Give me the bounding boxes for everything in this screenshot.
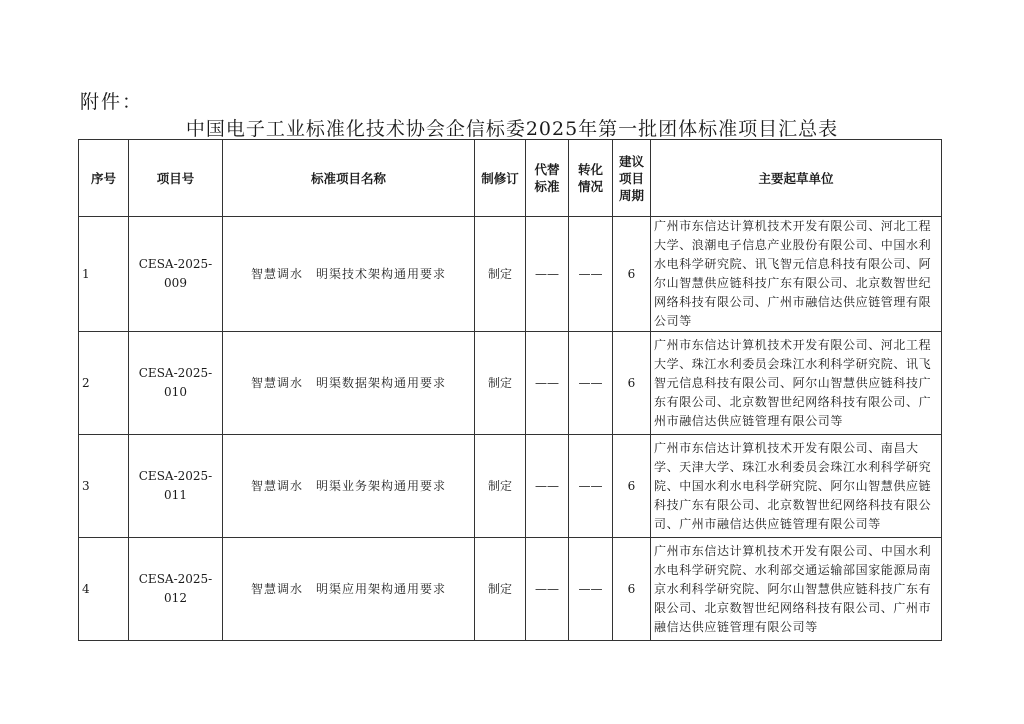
cell-units: 广州市东信达计算机技术开发有限公司、中国水利水电科学研究院、水利部交通运输部国家能源局南京水利科学研究院、阿尔山智慧供应链科技广东有限公司、北京数智世纪网络科技有限公司、广州市融信达供应链管理有限公司等 [651, 538, 942, 641]
header-units: 主要起草单位 [651, 140, 942, 217]
cell-replace: —— [526, 217, 569, 332]
cell-seq: 3 [79, 435, 129, 538]
header-revision: 制修订 [475, 140, 526, 217]
table-header-row [79, 140, 942, 217]
table-row [79, 332, 942, 435]
cell-name: 智慧调水 明渠业务架构通用要求 [223, 435, 475, 538]
header-replace: 代替标准 [526, 140, 569, 217]
document-title: 中国电子工业标准化技术协会企信标委2025年第一批团体标准项目汇总表 [185, 118, 839, 140]
table-row [79, 435, 942, 538]
cell-replace: —— [526, 332, 569, 435]
cell-name: 智慧调水 明渠数据架构通用要求 [223, 332, 475, 435]
cell-revision: 制定 [475, 435, 526, 538]
header-project-no: 项目号 [129, 140, 223, 217]
cell-replace: —— [526, 435, 569, 538]
cell-revision: 制定 [475, 332, 526, 435]
cell-period: 6 [613, 332, 651, 435]
cell-seq: 2 [79, 332, 129, 435]
table-row [79, 217, 942, 332]
table-row [79, 538, 942, 641]
cell-seq: 4 [79, 538, 129, 641]
cell-period: 6 [613, 435, 651, 538]
cell-replace: —— [526, 538, 569, 641]
cell-units: 广州市东信达计算机技术开发有限公司、河北工程大学、浪潮电子信息产业股份有限公司、中国水利水电科学研究院、讯飞智元信息科技有限公司、阿尔山智慧供应链科技广东有限公司、北京数智世纪网络科技有限公司、广州市融信达供应链管理有限公司等 [651, 217, 942, 332]
cell-project-no: CESA-2025-011 [129, 435, 223, 538]
attachment-label: 附件： [80, 91, 144, 113]
cell-seq: 1 [79, 217, 129, 332]
cell-period: 6 [613, 538, 651, 641]
header-name: 标准项目名称 [223, 140, 475, 217]
cell-name: 智慧调水 明渠应用架构通用要求 [223, 538, 475, 641]
cell-project-no: CESA-2025-012 [129, 538, 223, 641]
cell-name: 智慧调水 明渠技术架构通用要求 [223, 217, 475, 332]
header-adopt: 转化情况 [569, 140, 613, 217]
cell-period: 6 [613, 217, 651, 332]
cell-revision: 制定 [475, 217, 526, 332]
cell-adopt: —— [569, 217, 613, 332]
cell-project-no: CESA-2025-009 [129, 217, 223, 332]
cell-project-no: CESA-2025-010 [129, 332, 223, 435]
header-seq: 序号 [79, 140, 129, 217]
cell-units: 广州市东信达计算机技术开发有限公司、南昌大学、天津大学、珠江水利委员会珠江水利科学研究院、中国水利水电科学研究院、阿尔山智慧供应链科技广东有限公司、北京数智世纪网络科技有限公司、广州市融信达供应链管理有限公司等 [651, 435, 942, 538]
cell-units: 广州市东信达计算机技术开发有限公司、河北工程大学、珠江水利委员会珠江水利科学研究院、讯飞智元信息科技有限公司、阿尔山智慧供应链科技广东有限公司、北京数智世纪网络科技有限公司、广州市融信达供应链管理有限公司等 [651, 332, 942, 435]
cell-adopt: —— [569, 332, 613, 435]
cell-revision: 制定 [475, 538, 526, 641]
cell-adopt: —— [569, 435, 613, 538]
header-period: 建议项目周期 [613, 140, 651, 217]
standards-summary-table [78, 139, 942, 641]
cell-adopt: —— [569, 538, 613, 641]
